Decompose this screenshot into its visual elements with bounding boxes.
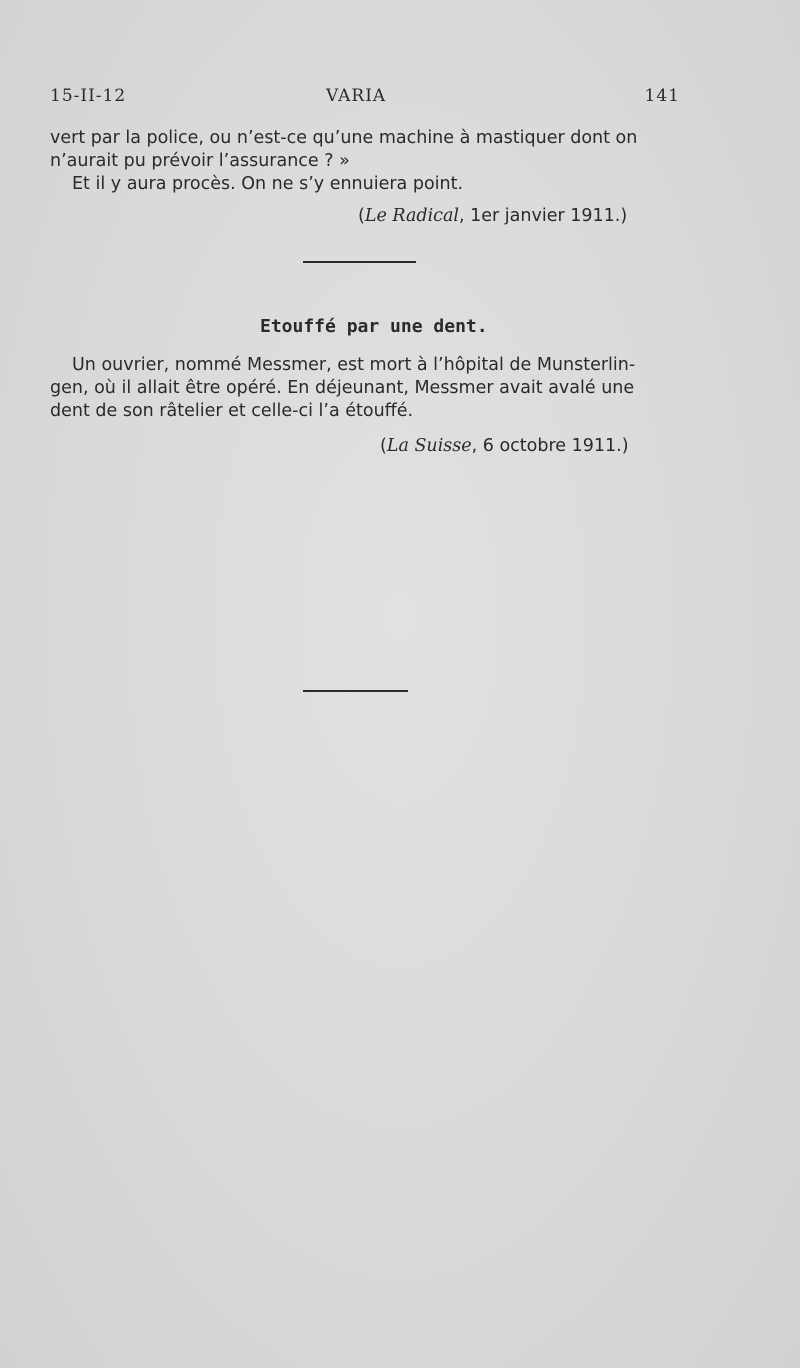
article1-line: vert par la police, ou n’est-ce qu’une machine à mastiquer dont on [50, 128, 638, 148]
running-head-date: 15-II-12 [50, 86, 127, 106]
article2-line: Un ouvrier, nommé Messmer, est mort à l’hôpital de Munsterlin- [72, 355, 636, 375]
running-head-section: VARIA [326, 86, 387, 106]
running-head [50, 86, 680, 112]
article1-line: Et il y aura procès. On ne s’y ennuiera point. [72, 174, 464, 194]
article2-title: Etouffé par une dent. [260, 316, 488, 337]
citation-date: , 1er janvier 1911.) [459, 206, 628, 226]
article2-citation [380, 436, 629, 456]
section-divider [303, 690, 408, 692]
article2-line: gen, où il allait être opéré. En déjeunant, Messmer avait avalé une [50, 378, 635, 398]
citation-open: ( [380, 436, 387, 456]
article1-citation [358, 206, 627, 226]
article2-body [50, 354, 680, 423]
page-number: 141 [644, 86, 680, 106]
citation-date: , 6 octobre 1911.) [471, 436, 629, 456]
article1-line: n’aurait pu prévoir l’assurance ? » [50, 151, 350, 171]
section-divider [303, 261, 416, 263]
citation-open: ( [358, 206, 365, 226]
article2-line: dent de son râtelier et celle-ci l’a étouffé. [50, 401, 414, 421]
citation-source: Le Radical [364, 206, 460, 226]
article1-body [50, 127, 680, 196]
citation-source: La Suisse [386, 436, 472, 456]
